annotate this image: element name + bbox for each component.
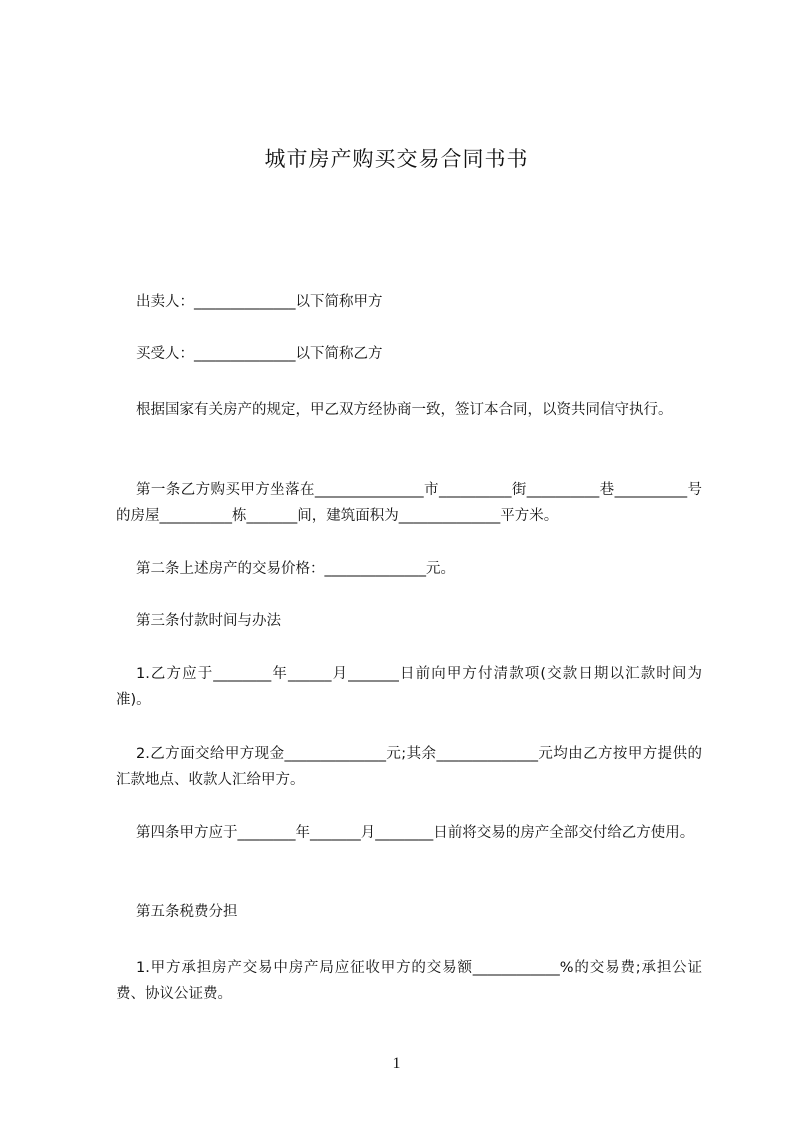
paragraph-seller: 出卖人：______________以下简称甲方 — [136, 294, 383, 310]
paragraph-preamble: 根据国家有关房产的规定，甲乙双方经协商一致，签订本合同，以资共同信守执行。 — [136, 402, 673, 418]
paragraph-article-5-heading: 第五条税费分担 — [136, 904, 238, 920]
paragraph-buyer: 买受人：______________以下简称乙方 — [136, 346, 383, 362]
paragraph-article-5-item-1: 1.甲方承担房产交易中房产局应征收甲方的交易额____________%的交易费;承担公证费、协议公证费。 — [116, 960, 702, 1002]
document-title: 城市房产购买交易合同书书 — [264, 147, 529, 171]
paragraph-article-1: 第一条乙方购买甲方坐落在_______________市__________街__________巷__________号的房屋__________栋_______间，建筑面积为______________平方米。 — [116, 482, 702, 524]
paragraph-article-3-item-2: 2.乙方面交给甲方现金______________元;其余______________元均由乙方按甲方提供的汇款地点、收款人汇给甲方。 — [116, 746, 702, 788]
paragraph-article-3-item-1: 1.乙方应于________年______月_______日前向甲方付清款项(交款日期以汇款时间为准)。 — [116, 666, 702, 708]
paragraph-article-2: 第二条上述房产的交易价格：______________元。 — [136, 561, 455, 577]
paragraph-article-4: 第四条甲方应于________年_______月________日前将交易的房产全部交付给乙方使用。 — [136, 825, 695, 841]
page-number: 1 — [392, 1055, 401, 1072]
paragraph-article-3-heading: 第三条付款时间与办法 — [136, 613, 281, 629]
